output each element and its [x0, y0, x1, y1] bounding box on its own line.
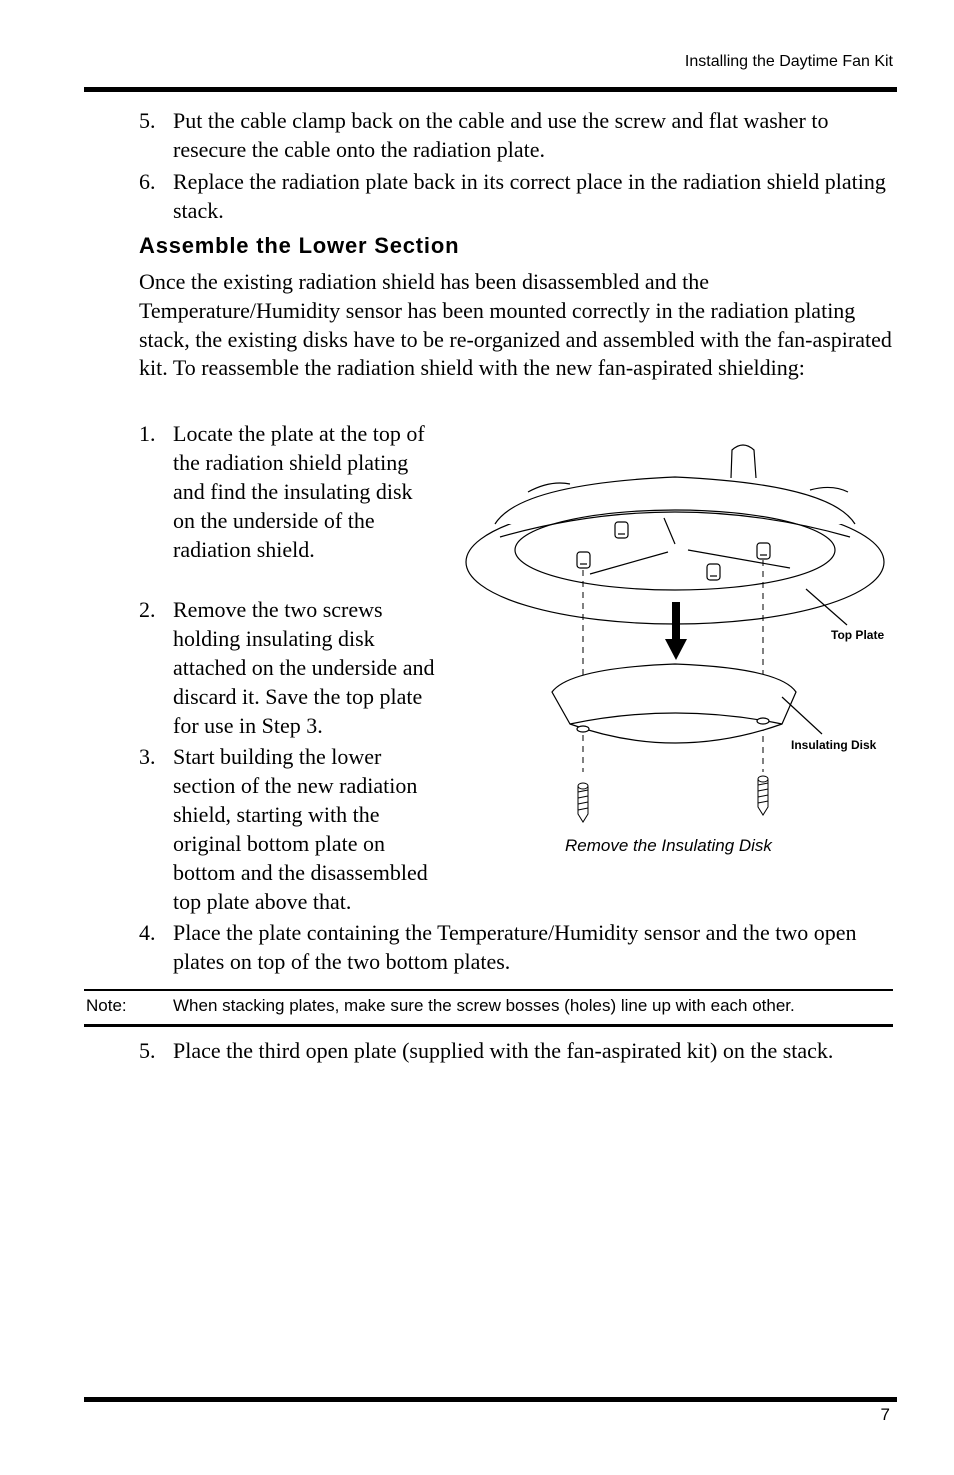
page-number: 7 [880, 1405, 890, 1424]
header-rule [84, 87, 897, 92]
insulating-disk-label: Insulating Disk [791, 738, 877, 752]
list-item-text: Place the third open plate (supplied with the fan-aspirated kit) on the stack. [173, 1038, 834, 1063]
top-plate-illustration [466, 445, 884, 625]
note-rule-top [84, 989, 893, 991]
list-item [139, 419, 439, 564]
list-item-text: Start building the lower section of the new radiation shield, starting with the original bottom plate on bottom and the disassembled top plate above that. [173, 744, 428, 914]
list-item [139, 1036, 909, 1065]
list-item-number: 2. [139, 597, 156, 622]
footer-rule [84, 1397, 897, 1402]
list-item-text: Replace the radiation plate back in its correct place in the radiation shield plating stack. [173, 169, 886, 223]
note-rule-bottom [84, 1024, 893, 1027]
insulating-disk-illustration [552, 664, 822, 743]
list-item-number: 5. [139, 108, 156, 133]
screw-icon [758, 776, 768, 815]
insulating-disk-figure [460, 432, 900, 832]
list-item-number: 4. [139, 920, 156, 945]
list-item-text: Place the plate containing the Temperature/Humidity sensor and the two open plates on top of the two bottom plates. [173, 920, 857, 974]
list-item-number: 1. [139, 421, 156, 446]
list-item-text: Remove the two screws holding insulating disk attached on the underside and discard it. Save the top plate for use in Step 3. [173, 597, 435, 738]
list-item-number: 6. [139, 169, 156, 194]
list-item [139, 106, 899, 164]
screw-icon [578, 783, 588, 822]
figure-caption: Remove the Insulating Disk [565, 836, 772, 855]
list-item-text: Put the cable clamp back on the cable and use the screw and flat washer to resecure the cable onto the radiation plate. [173, 108, 829, 162]
top-plate-label: Top Plate [831, 628, 885, 642]
list-item [139, 595, 449, 740]
note-text: When stacking plates, make sure the screw bosses (holes) line up with each other. [173, 996, 795, 1015]
intro-paragraph: Once the existing radiation shield has been disassembled and the Temperature/Humidity sensor has been mounted correctly in the radiation plating stack, the existing disks have to be re-organized and assembled with the fan-aspirated kit. To reassemble the radiation shield with the new fan-aspirated shielding: [139, 269, 892, 381]
note-label: Note: [86, 996, 127, 1015]
list-item-text: Locate the plate at the top of the radiation shield plating and find the insulating disk on the underside of the radiation shield. [173, 421, 425, 562]
list-item [139, 918, 899, 976]
list-item [139, 167, 899, 225]
list-item-number: 3. [139, 744, 156, 769]
list-item-number: 5. [139, 1038, 156, 1063]
running-header: Installing the Daytime Fan Kit [684, 53, 893, 70]
section-heading: Assemble the Lower Section [139, 233, 460, 258]
list-item [139, 742, 449, 916]
